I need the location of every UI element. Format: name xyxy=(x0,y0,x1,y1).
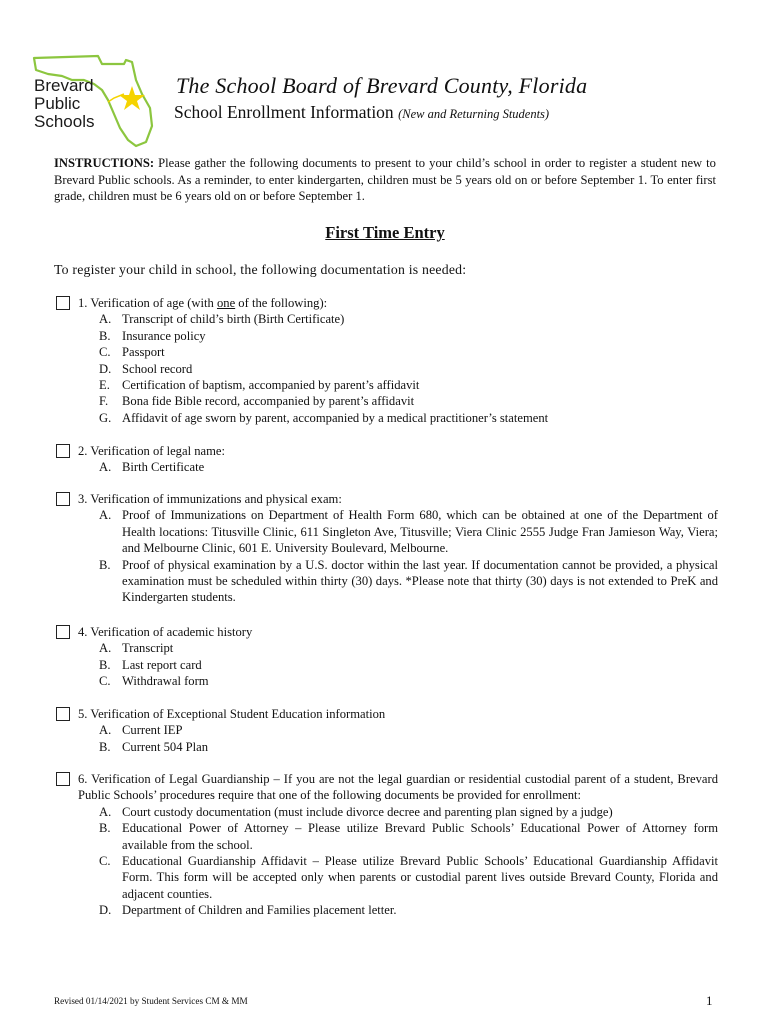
subtitle-text: School Enrollment Information xyxy=(174,102,394,122)
list-item-letter: C. xyxy=(99,854,111,869)
list-item-text: Proof of physical examination by a U.S. doctor within the last year. If documentation cannot be provided, a physical examination must be scheduled within thirty (30) days. *Please note that thirty (30) days is not extended to PreK and Kindergarten students. xyxy=(122,557,718,605)
list-item xyxy=(54,557,718,606)
checklist-item-6 xyxy=(54,771,718,919)
item-1-heading xyxy=(78,296,327,310)
list-item-letter: A. xyxy=(99,460,112,475)
list-item-text: Current 504 Plan xyxy=(122,739,209,754)
list-item xyxy=(54,459,718,475)
list-item-text: Proof of Immunizations on Department of Health Form 680, which can be obtained at one of the Department of Health locations: Titusville Clinic, 611 Singleton Ave, Titusville; Viera Clinic 2555 Judge Fran Jamieson Way, Viera; and Melbourne Clinic, 601 E. University Boulevard, Melbourne. xyxy=(122,508,718,556)
list-item xyxy=(54,377,718,393)
checklist-item-2 xyxy=(54,443,718,476)
list-item-text: Bona fide Bible record, accompanied by parent’s affidavit xyxy=(122,394,415,409)
logo-line-2: Public xyxy=(34,94,81,113)
list-item xyxy=(54,344,718,360)
checkbox-item-5[interactable] xyxy=(56,707,70,721)
list-item-text: Withdrawal form xyxy=(122,674,209,689)
list-item xyxy=(54,507,718,556)
list-item-letter: C. xyxy=(99,674,111,689)
list-item-text: Current IEP xyxy=(122,723,183,738)
list-item-text: Court custody documentation (must include divorce decree and parenting plan signed by a judge) xyxy=(122,804,613,819)
checkbox-item-4[interactable] xyxy=(56,625,70,639)
list-item-letter: A. xyxy=(99,723,112,738)
list-item xyxy=(54,820,718,853)
list-item-letter: C. xyxy=(99,345,111,360)
list-item-letter: B. xyxy=(99,557,111,572)
item-5-heading: 5. Verification of Exceptional Student Education information xyxy=(78,707,386,721)
list-item xyxy=(54,673,718,689)
page-subtitle xyxy=(174,102,549,123)
list-item-letter: F. xyxy=(99,394,109,409)
checkbox-item-1[interactable] xyxy=(56,296,70,310)
list-item-text: Insurance policy xyxy=(122,328,206,343)
list-item-letter: A. xyxy=(99,641,112,656)
page-number: 1 xyxy=(706,993,713,1008)
instructions-label: INSTRUCTIONS: xyxy=(54,156,155,170)
checklist-item-1 xyxy=(54,295,718,426)
list-item xyxy=(54,657,718,673)
list-item xyxy=(54,361,718,377)
checklist-item-3 xyxy=(54,491,718,606)
checkbox-item-3[interactable] xyxy=(56,492,70,506)
list-item-text: Transcript xyxy=(122,641,174,656)
checkbox-item-6[interactable] xyxy=(56,772,70,786)
list-item xyxy=(54,722,718,738)
logo-line-3: Schools xyxy=(34,112,95,131)
checklist-item-4 xyxy=(54,624,718,690)
item-1-heading-underlined: one xyxy=(216,296,236,310)
list-item-letter: G. xyxy=(99,410,112,425)
list-item-text: Last report card xyxy=(122,657,202,672)
instructions-paragraph xyxy=(54,155,716,205)
list-item xyxy=(54,804,718,820)
list-item-letter: E. xyxy=(99,378,110,393)
list-item-letter: A. xyxy=(99,508,112,523)
item-2-heading: 2. Verification of legal name: xyxy=(78,444,225,458)
list-item-letter: B. xyxy=(99,821,111,836)
list-item-letter: B. xyxy=(99,739,111,754)
section-intro: To register your child in school, the following documentation is needed: xyxy=(54,262,467,277)
list-item-text: Transcript of child’s birth (Birth Certificate) xyxy=(122,312,345,327)
item-4-heading: 4. Verification of academic history xyxy=(78,625,253,639)
logo-line-1: Brevard xyxy=(34,76,94,95)
list-item-text: Passport xyxy=(122,345,165,360)
section-heading: First Time Entry xyxy=(325,223,445,242)
list-item-text: Educational Power of Attorney – Please utilize Brevard Public Schools’ Educational Power of Attorney form available from the school. xyxy=(122,821,718,852)
list-item-letter: D. xyxy=(99,903,112,918)
list-item-letter: B. xyxy=(99,657,111,672)
item-1-heading-post: of the following): xyxy=(235,296,328,310)
instructions-text: Please gather the following documents to present to your child’s school in order to register a student new to Brevard Public schools. As a reminder, to enter kindergarten, children must be 5 years old on or before September 1. To enter first grade, children must be 6 years old on or before September 1. xyxy=(54,156,716,203)
subtitle-note: (New and Returning Students) xyxy=(398,107,550,121)
list-item xyxy=(54,393,718,409)
item-6-heading: 6. Verification of Legal Guardianship – If you are not the legal guardian or residential custodial parent of a student, Brevard Public Schools’ procedures require that one of the following documents be provided for enrollment: xyxy=(78,772,718,803)
revision-footer: Revised 01/14/2021 by Student Services CM & MM xyxy=(54,996,248,1006)
list-item-letter: A. xyxy=(99,312,112,327)
item-1-heading-pre: 1. Verification of age (with xyxy=(78,296,217,310)
list-item xyxy=(54,410,718,426)
list-item-text: Birth Certificate xyxy=(122,460,205,475)
list-item-letter: B. xyxy=(99,328,111,343)
list-item xyxy=(54,311,718,327)
list-item-text: Educational Guardianship Affidavit – Please utilize Brevard Public Schools’ Educational Guardianship Affidavit Form. This form will be accepted only when parents or custodial parent lives outside Brevard County, Florida and adjacent counties. xyxy=(122,854,718,901)
item-3-heading: 3. Verification of immunizations and physical exam: xyxy=(78,492,342,506)
list-item xyxy=(54,328,718,344)
list-item-text: School record xyxy=(122,361,193,376)
list-item-letter: D. xyxy=(99,361,112,376)
list-item xyxy=(54,853,718,902)
brevard-public-schools-logo xyxy=(28,50,158,150)
checklist-item-5 xyxy=(54,706,718,755)
checkbox-item-2[interactable] xyxy=(56,444,70,458)
list-item-letter: A. xyxy=(99,804,112,819)
list-item-text: Department of Children and Families placement letter. xyxy=(122,903,397,918)
list-item xyxy=(54,739,718,755)
list-item xyxy=(54,640,718,656)
list-item xyxy=(54,902,718,918)
list-item-text: Certification of baptism, accompanied by parent’s affidavit xyxy=(122,378,420,393)
page-title: The School Board of Brevard County, Florida xyxy=(176,73,588,98)
list-item-text: Affidavit of age sworn by parent, accompanied by a medical practitioner’s statement xyxy=(122,410,549,425)
